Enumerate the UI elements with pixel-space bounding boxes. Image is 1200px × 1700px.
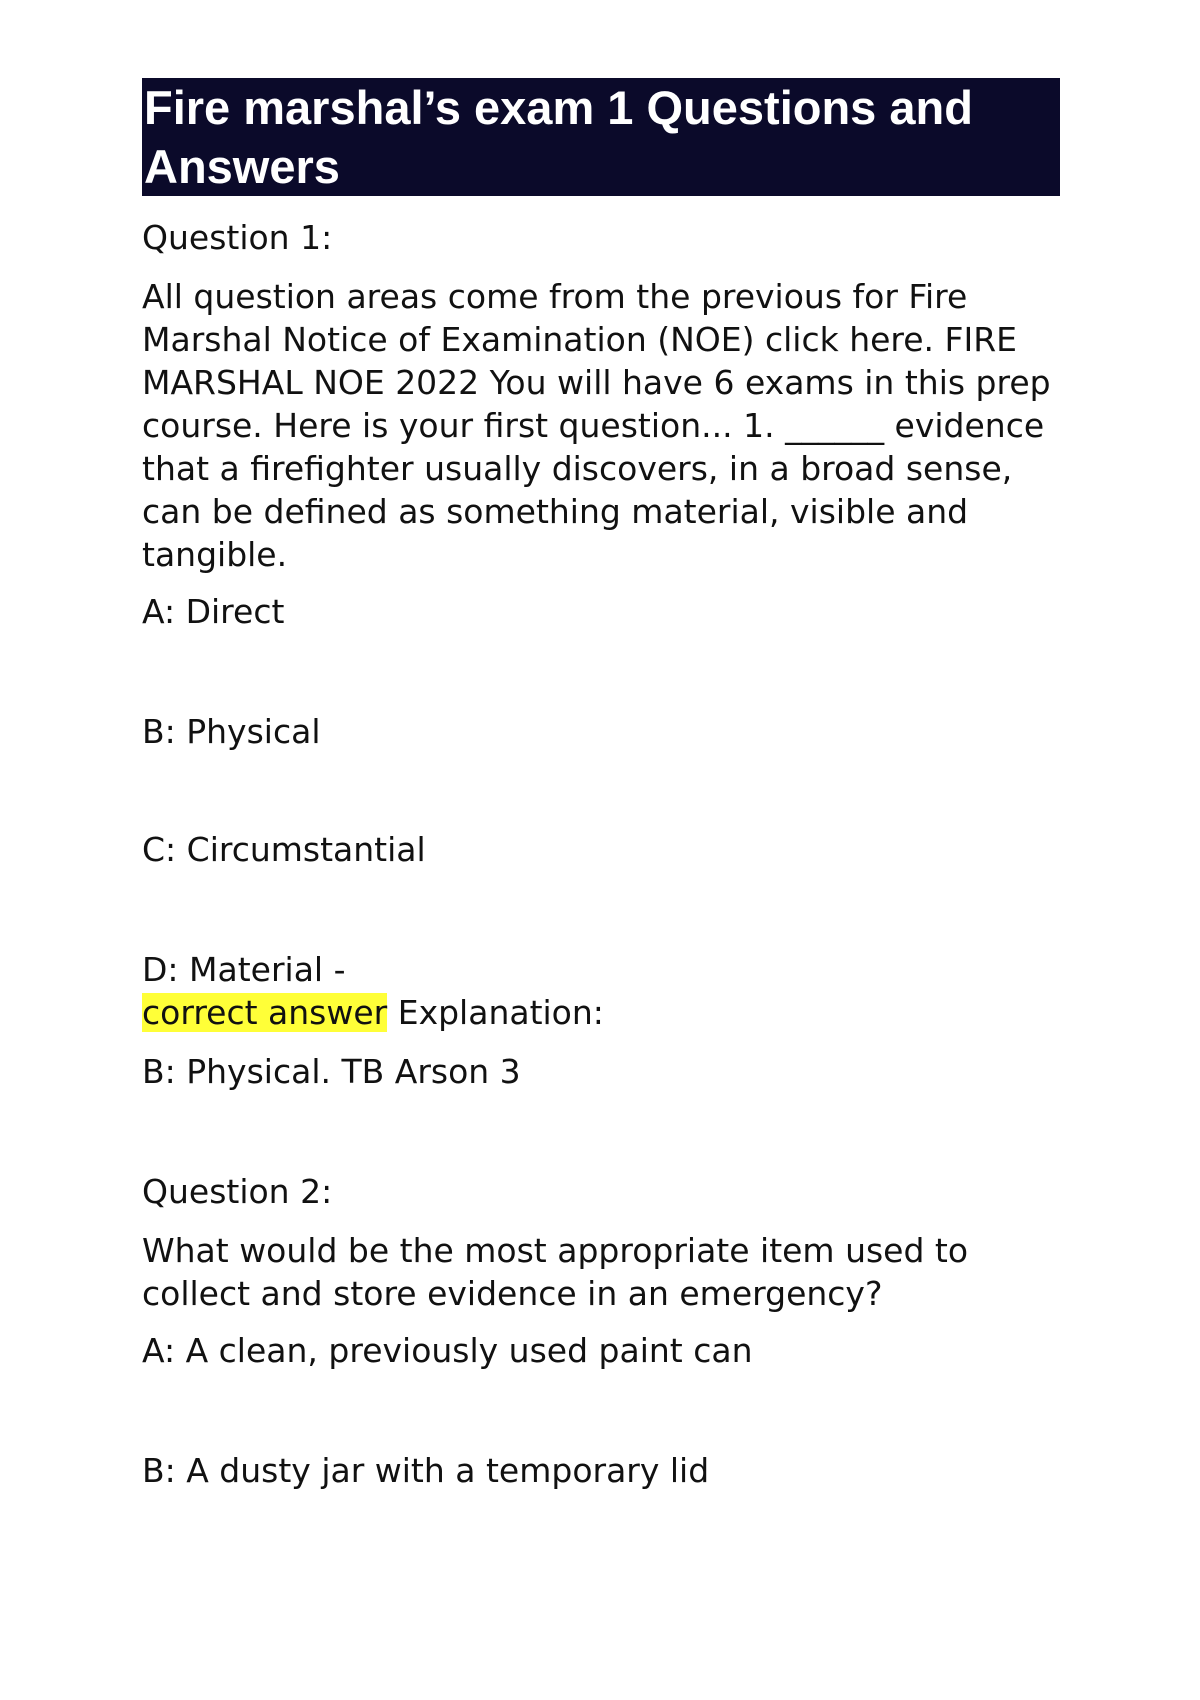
question-2-heading: Question 2: bbox=[142, 1172, 333, 1211]
explanation-label: Explanation: bbox=[387, 993, 604, 1032]
question-1-option-b: B: Physical bbox=[142, 712, 321, 751]
correct-answer-highlight: correct answer bbox=[142, 993, 388, 1032]
question-2-option-a: A: A clean, previously used paint can bbox=[142, 1331, 753, 1370]
question-1-option-d: D: Material - bbox=[142, 950, 346, 989]
question-2-text: What would be the most appropriate item used to collect and store evidence in an emergency? bbox=[142, 1231, 969, 1313]
question-1-answer-line bbox=[142, 991, 1060, 1034]
question-1-text: All question areas come from the previous for Fire Marshal Notice of Examination (NOE) click here. FIRE MARSHAL NOE 2022 You will have 6 exams in this prep course. Here is your first question... 1. ______ evidence that a firefighter usually discovers, in a broad sense, can be defined as something material, visible and tangible. bbox=[142, 277, 1051, 574]
question-1-option-a: A: Direct bbox=[142, 592, 285, 631]
question-2-option-b: B: A dusty jar with a temporary lid bbox=[142, 1451, 710, 1490]
document-page bbox=[142, 78, 1060, 1492]
question-1-option-c: C: Circumstantial bbox=[142, 830, 426, 869]
question-1-heading: Question 1: bbox=[142, 218, 333, 257]
document-title: Fire marshal’s exam 1 Questions and Answers bbox=[142, 78, 1060, 196]
question-1 bbox=[142, 216, 1060, 1093]
question-1-explanation: B: Physical. TB Arson 3 bbox=[142, 1052, 521, 1091]
question-2 bbox=[142, 1170, 1060, 1492]
